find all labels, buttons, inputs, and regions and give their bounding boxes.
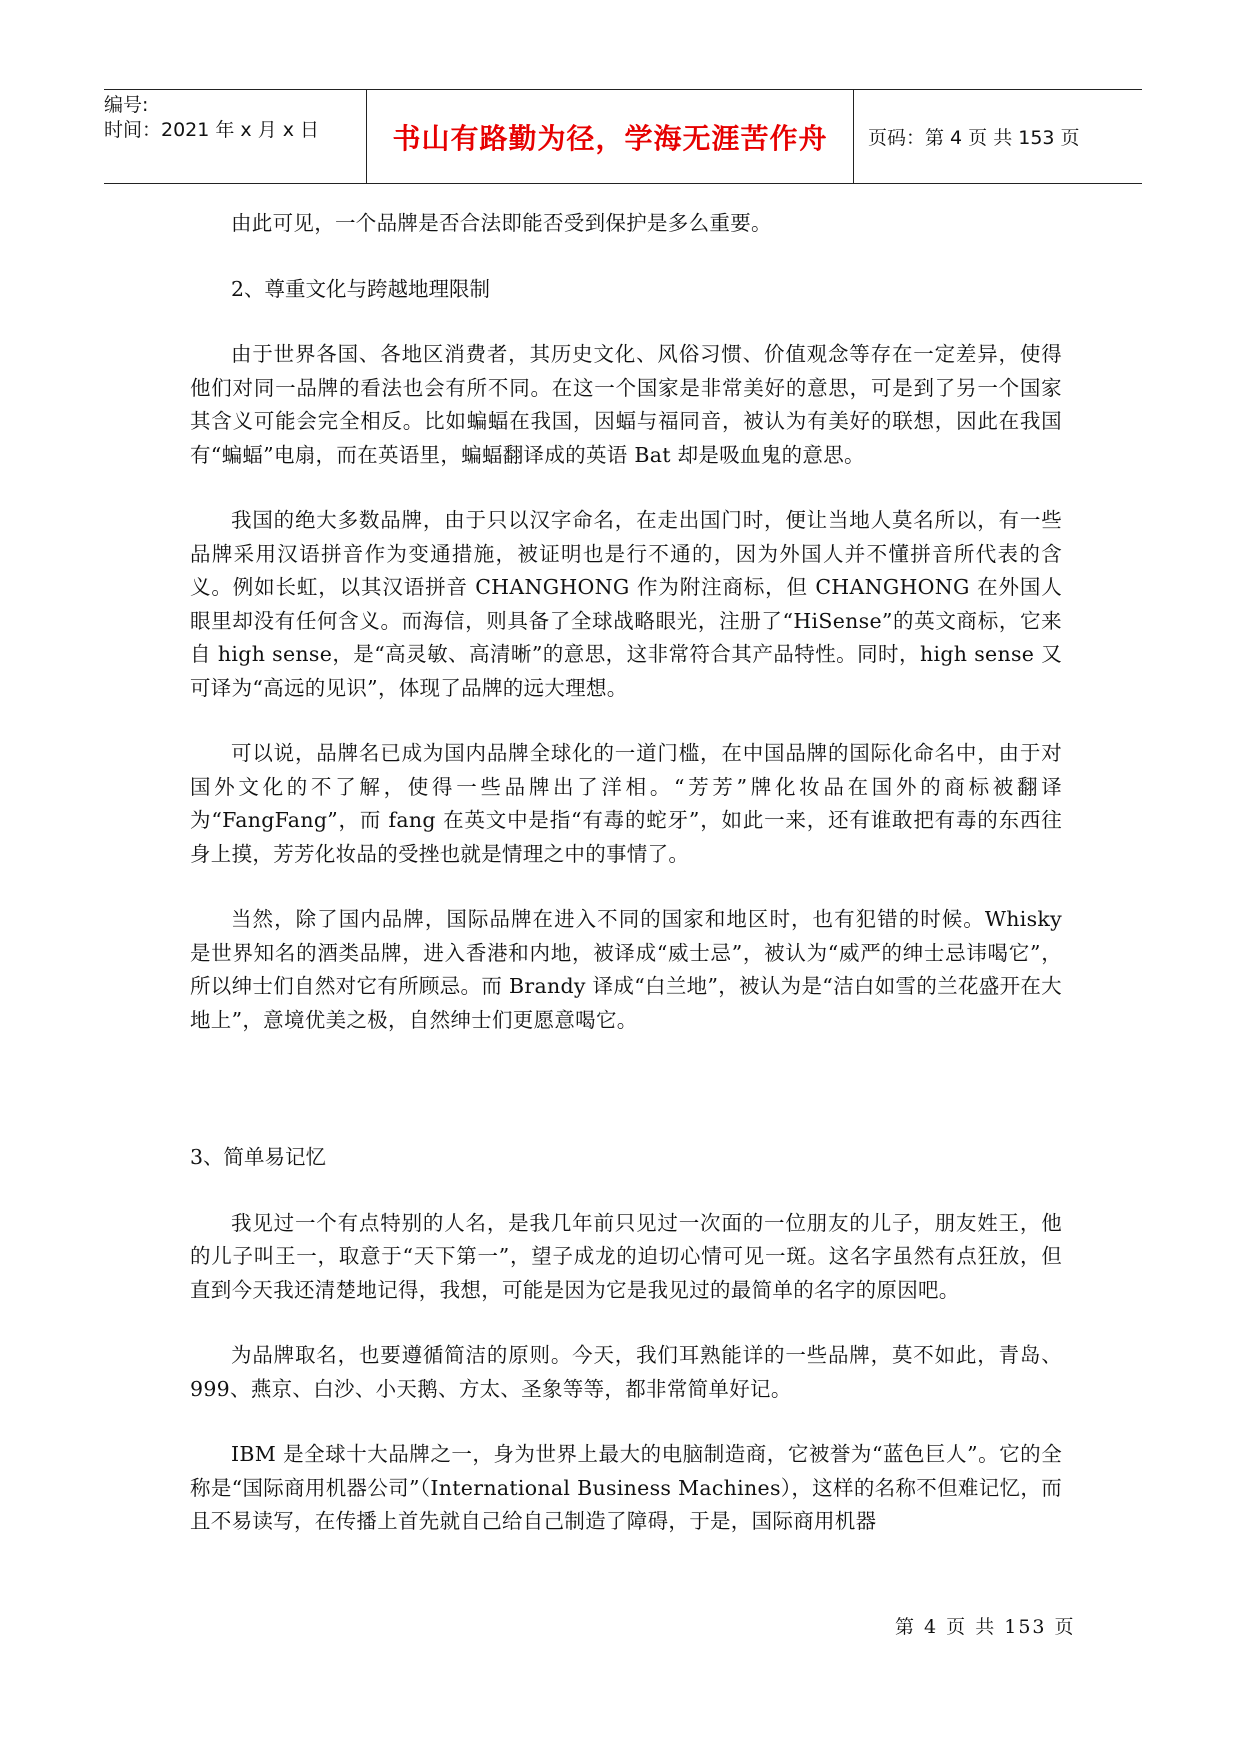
paragraph: 可以说，品牌名已成为国内品牌全球化的一道门槛，在中国品牌的国际化命名中，由于对国外文化的不了解，使得一些品牌出了洋相。“芳芳”牌化妆品在国外的商标被翻译为“FangFang”，而 fang 在英文中是指“有毒的蛇牙”，如此一来，还有谁敢把有毒的东西往身上摸，芳芳化妆品的受挫也就是情理之中的事情了。 <box>190 741 1062 866</box>
page-footer: 第 4 页 共 153 页 <box>895 1616 1076 1638</box>
time-label: 时间：2021 年 x 月 x 日 <box>104 119 320 141</box>
document-header <box>104 89 1142 184</box>
paragraph: 我国的绝大多数品牌，由于只以汉字命名，在走出国门时，便让当地人莫名所以，有一些品牌采用汉语拼音作为变通措施，被证明也是行不通的，因为外国人并不懂拼音所代表的含义。例如长虹，以其汉语拼音 CHANGHONG 作为附注商标，但 CHANGHONG 在外国人眼里却没有任何含义。而海信，则具备了全球战略眼光，注册了“HiSense”的英文商标，它来自 high sense，是“高灵敏、高清晰”的意思，这非常符合其产品特性。同时，high sense 又可译为“高远的见识”，体现了品牌的远大理想。 <box>190 508 1062 700</box>
header-motto: 书山有路勤为径，学海无涯苦作舟 <box>392 121 828 155</box>
spacer <box>190 1069 1062 1141</box>
header-motto-cell <box>367 90 854 183</box>
section-heading: 3、简单易记忆 <box>190 1145 327 1169</box>
number-label: 编号: <box>104 94 149 116</box>
section-heading: 2、尊重文化与跨越地理限制 <box>231 276 491 301</box>
paragraph: 由此可见，一个品牌是否合法即能否受到保护是多么重要。 <box>231 211 772 235</box>
header-page-info-cell <box>854 90 1142 183</box>
header-page-info: 页码：第 4 页 共 153 页 <box>868 127 1080 149</box>
paragraph: IBM 是全球十大品牌之一，身为世界上最大的电脑制造商，它被誉为“蓝色巨人”。它的全称是“国际商用机器公司”（International Business Machines），这样的名称不但难记忆，而且不易读写，在传播上首先就自己给自己制造了障碍，于是，国际商用机器 <box>190 1442 1062 1533</box>
document-body <box>190 207 1062 1571</box>
paragraph: 由于世界各国、各地区消费者，其历史文化、风俗习惯、价值观念等存在一定差异，使得他们对同一品牌的看法也会有所不同。在这一个国家是非常美好的意思，可是到了另一个国家其含义可能会完全相反。比如蝙蝠在我国，因蝠与福同音，被认为有美好的联想，因此在我国有“蝙蝠”电扇，而在英语里，蝙蝠翻译成的英语 Bat 却是吸血鬼的意思。 <box>190 342 1062 467</box>
paragraph: 为品牌取名，也要遵循简洁的原则。今天，我们耳熟能详的一些品牌，莫不如此，青岛、999、燕京、白沙、小天鹅、方太、圣象等等，都非常简单好记。 <box>190 1343 1062 1401</box>
paragraph: 我见过一个有点特别的人名，是我几年前只见过一次面的一位朋友的儿子，朋友姓王，他的儿子叫王一，取意于“天下第一”，望子成龙的迫切心情可见一斑。这名字虽然有点狂放，但直到今天我还清楚地记得，我想，可能是因为它是我见过的最简单的名字的原因吧。 <box>190 1210 1062 1302</box>
paragraph: 当然，除了国内品牌，国际品牌在进入不同的国家和地区时，也有犯错的时候。Whisky 是世界知名的酒类品牌，进入香港和内地，被译成“威士忌”，被认为“威严的绅士忌讳喝它”，所以绅士们自然对它有所顾忌。而 Brandy 译成“白兰地”，被认为是“洁白如雪的兰花盛开在大地上”，意境优美之极，自然绅士们更愿意喝它。 <box>190 907 1062 1032</box>
header-meta <box>104 90 367 183</box>
